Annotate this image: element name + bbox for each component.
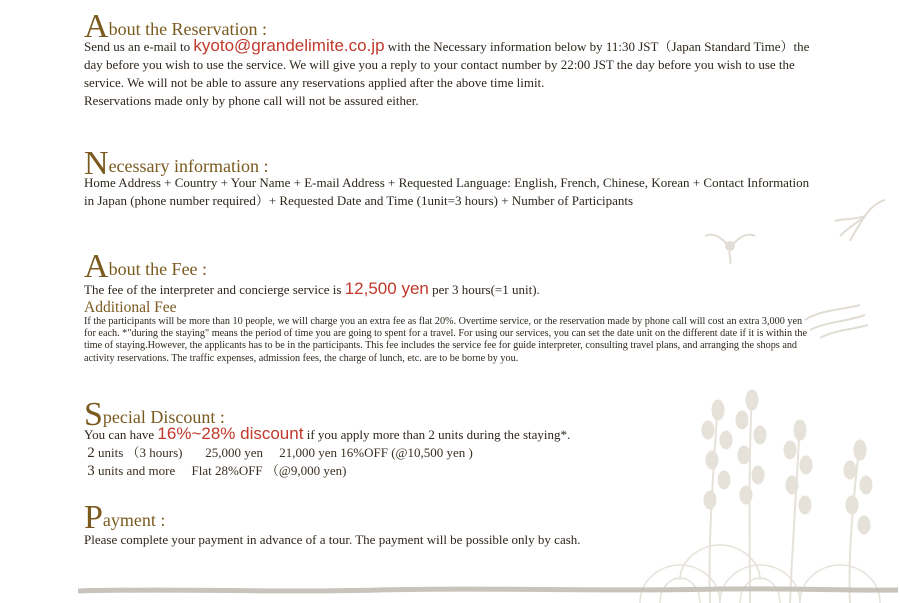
reservation-phone-note: Reservations made only by phone call will not be assured either. bbox=[84, 93, 419, 108]
additional-fee-body: If the participants will be more than 10 people, we will charge you an extra fee as flat 20%. Overtime service, or the reservation made by phone call will cost an extra 3,000 yen for each. *"during the staying" means the period of time you are going to spent for a travel. For using our services, you can set the date unit on the different date if it is within the time of staying.However, the applicants has to be in the participants. This fee includes the service fee for guide interpreter, consulting travel plans, and arranging the shops and activity reservations. The traffic expenses, admission fees, the charge of lunch, etc. are to be borne by you. bbox=[84, 316, 808, 364]
bottom-divider bbox=[78, 584, 898, 596]
reservation-section bbox=[84, 8, 814, 110]
additional-fee-title: Additional Fee bbox=[84, 299, 177, 316]
discount-heading: Special Discount : bbox=[84, 396, 225, 433]
fee-section bbox=[84, 248, 814, 365]
floral-decoration bbox=[600, 380, 900, 603]
crane-icon bbox=[830, 196, 890, 246]
necessary-heading: Necessary information : bbox=[84, 145, 269, 182]
fee-price: 12,500 yen bbox=[344, 279, 429, 298]
email-link[interactable]: kyoto@grandelimite.co.jp bbox=[193, 36, 385, 55]
payment-body: Please complete your payment in advance of a tour. The payment will be possible only by cash. bbox=[84, 532, 581, 547]
necessary-section bbox=[84, 145, 814, 210]
discount-section bbox=[84, 396, 571, 480]
reservation-heading: About the Reservation : bbox=[84, 8, 268, 45]
discount-line: You can have 16%~28% discount if you apply more than 2 units during the staying*. bbox=[84, 424, 571, 443]
discount-row-3-units: 3 units and more Flat 28%OFF （@9,000 yen) bbox=[87, 463, 347, 479]
payment-heading: Payment : bbox=[84, 499, 166, 536]
payment-section bbox=[84, 499, 581, 549]
necessary-body: Home Address + Country + Your Name + E-mail Address + Requested Language: English, French, Chinese, Korean + Contact Information in Japan (phone number required）+ Requested Date and Time (1unit=3 hours) + Number of Participants bbox=[84, 175, 810, 208]
discount-row-2-units: 2 units （3 hours) 25,000 yen 21,000 yen 16%OFF (@10,500 yen ) bbox=[87, 445, 473, 461]
discount-highlight: 16%~28% discount bbox=[157, 424, 304, 443]
fee-line: The fee of the interpreter and concierge service is 12,500 yen per 3 hours(=1 unit). bbox=[84, 279, 540, 298]
fee-heading: About the Fee : bbox=[84, 248, 208, 285]
reservation-body: Send us an e-mail to kyoto@grandelimite.co.jp with the Necessary information below by 11:30 JST（Japan Standard Time）the day before you wish to use the service. We will give you a reply to your contact number by 22:00 JST the day before you wish to use the service. We will not be able to assure any reservations applied after the above time limit. bbox=[84, 36, 810, 90]
